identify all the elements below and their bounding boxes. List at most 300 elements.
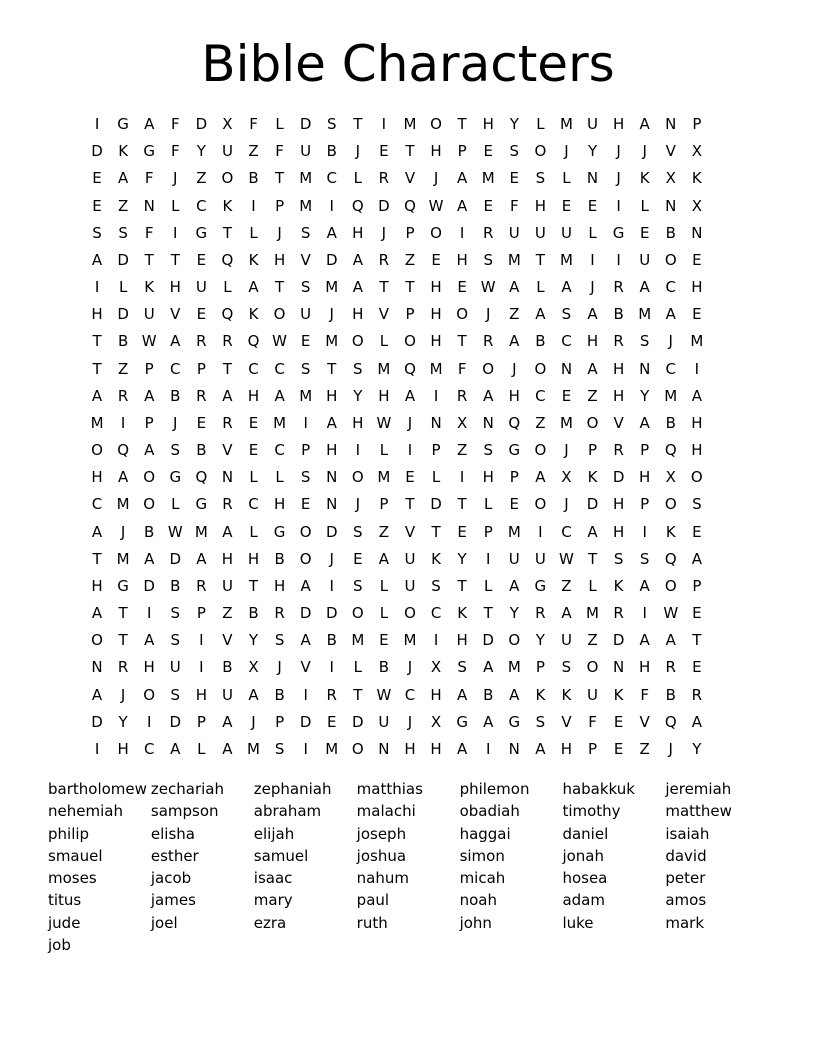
grid-letter: R	[326, 685, 337, 704]
grid-letter: U	[221, 685, 233, 704]
grid-letter: Z	[587, 386, 598, 405]
grid-letter: Q	[508, 413, 521, 432]
grid-letter: L	[640, 196, 649, 215]
grid-letter: E	[509, 495, 520, 514]
grid-letter: O	[351, 604, 364, 623]
grid-letter: A	[483, 658, 494, 677]
word-list-item: matthew	[665, 802, 732, 821]
grid-letter: I	[459, 223, 465, 242]
grid-letter: L	[118, 278, 128, 297]
grid-letter: A	[509, 278, 520, 297]
grid-letter: R	[456, 386, 468, 405]
grid-letter: E	[327, 712, 337, 731]
grid-letter: R	[482, 223, 494, 242]
grid-letter: V	[300, 658, 311, 677]
grid-letter: C	[274, 359, 285, 378]
grid-letter: E	[248, 441, 259, 460]
grid-letter: A	[457, 196, 468, 215]
grid-letter: K	[248, 305, 259, 324]
grid-letter: E	[300, 495, 311, 514]
grid-letter: I	[355, 441, 361, 460]
grid-letter: U	[221, 142, 233, 161]
grid-letter: R	[222, 332, 233, 351]
grid-letter: D	[482, 631, 494, 650]
grid-letter: I	[407, 441, 413, 460]
grid-letter: D	[325, 604, 338, 623]
grid-letter: M	[638, 305, 652, 324]
grid-letter: Y	[118, 712, 128, 731]
grid-letter: P	[196, 359, 206, 378]
grid-letter: R	[196, 386, 207, 405]
grid-letter: E	[457, 522, 467, 541]
grid-letter: P	[144, 413, 154, 432]
grid-letter: M	[194, 522, 208, 541]
grid-letter: S	[431, 576, 441, 595]
grid-letter: M	[299, 169, 313, 188]
grid-letter: E	[692, 305, 702, 324]
grid-letter: O	[351, 468, 364, 487]
grid-letter: E	[196, 413, 207, 432]
grid-letter: F	[588, 712, 597, 731]
grid-letter: B	[196, 441, 207, 460]
grid-letter: N	[508, 739, 520, 758]
grid-letter: H	[430, 739, 442, 758]
grid-letter: Y	[248, 631, 259, 650]
word-list-item: jacob	[150, 869, 192, 888]
grid-letter: L	[197, 739, 206, 758]
grid-letter: I	[199, 631, 204, 650]
grid-letter: K	[144, 278, 155, 297]
word-list-item: jonah	[562, 846, 605, 865]
word-list-item: adam	[562, 891, 605, 910]
grid-letter: A	[587, 305, 598, 324]
grid-letter: U	[587, 115, 599, 133]
word-list-item: matthias	[356, 780, 423, 798]
word-list-item: job	[48, 936, 71, 955]
grid-letter: X	[665, 169, 676, 188]
grid-letter: A	[144, 549, 155, 568]
grid-letter: O	[143, 495, 156, 514]
grid-letter: R	[665, 658, 676, 677]
grid-letter: B	[665, 223, 676, 242]
grid-letter: D	[612, 631, 625, 650]
grid-letter: S	[483, 441, 493, 460]
grid-letter: N	[560, 359, 573, 378]
grid-letter: Z	[535, 413, 546, 432]
grid-letter: T	[587, 549, 598, 568]
grid-letter: U	[221, 576, 233, 595]
grid-letter: K	[639, 169, 650, 188]
word-list-item: mary	[253, 891, 293, 910]
word-list-item: philemon	[459, 780, 530, 798]
word-list	[48, 778, 768, 956]
grid-letter: H	[352, 223, 364, 242]
grid-letter: W	[272, 332, 287, 351]
word-list-item: luke	[562, 913, 594, 932]
grid-letter: L	[536, 278, 545, 297]
grid-letter: B	[665, 413, 676, 432]
grid-letter: K	[665, 522, 676, 541]
grid-letter: J	[642, 142, 647, 161]
grid-letter: B	[665, 685, 676, 704]
grid-letter: E	[196, 250, 207, 269]
grid-letter: B	[248, 604, 259, 623]
grid-letter: O	[91, 631, 103, 650]
grid-letter: H	[352, 413, 364, 432]
grid-letter: H	[482, 115, 494, 133]
grid-letter: H	[91, 305, 103, 324]
grid-letter: P	[405, 223, 415, 242]
grid-letter: M	[351, 631, 365, 650]
grid-letter: H	[195, 685, 207, 704]
grid-letter: O	[534, 495, 547, 514]
grid-letter: R	[482, 332, 494, 351]
grid-letter: E	[561, 196, 572, 215]
grid-letter: I	[94, 739, 100, 758]
grid-letter: R	[117, 658, 129, 677]
grid-letter: B	[144, 522, 155, 541]
grid-letter: H	[430, 278, 442, 297]
grid-letter: I	[303, 685, 308, 704]
grid-letter: C	[665, 359, 676, 378]
grid-letter: A	[639, 278, 650, 297]
word-list-item: micah	[459, 869, 506, 888]
grid-letter: A	[509, 332, 520, 351]
grid-letter: L	[379, 576, 389, 595]
grid-letter: Q	[195, 468, 208, 487]
grid-letter: O	[143, 468, 156, 487]
grid-letter: D	[117, 250, 129, 269]
grid-letter: Q	[664, 712, 677, 731]
grid-letter: A	[483, 386, 494, 405]
grid-letter: A	[483, 712, 494, 731]
grid-letter: T	[353, 685, 363, 704]
grid-letter: A	[457, 169, 468, 188]
grid-letter: R	[613, 278, 624, 297]
grid-letter: A	[691, 549, 702, 568]
word-list-item: nahum	[356, 869, 409, 888]
grid-letter: S	[353, 522, 363, 541]
grid-letter: Y	[640, 386, 650, 405]
grid-letter: I	[642, 522, 647, 541]
word-list-item: esther	[150, 846, 199, 865]
grid-letter: A	[144, 386, 155, 405]
grid-letter: S	[613, 549, 624, 568]
grid-letter: P	[588, 441, 598, 460]
grid-letter: R	[378, 250, 390, 269]
grid-letter: I	[146, 604, 152, 623]
grid-letter: G	[195, 495, 208, 514]
grid-letter: A	[326, 413, 337, 432]
grid-letter: F	[509, 196, 519, 215]
grid-letter: O	[404, 332, 416, 351]
grid-letter: I	[146, 712, 152, 731]
grid-letter: H	[221, 549, 234, 568]
grid-letter: G	[612, 223, 625, 242]
grid-letter: J	[590, 278, 595, 297]
grid-letter: A	[222, 386, 233, 405]
grid-letter: T	[327, 359, 337, 378]
grid-letter: A	[248, 278, 259, 297]
grid-letter: A	[457, 739, 468, 758]
grid-letter: M	[403, 631, 417, 650]
grid-letter: B	[222, 658, 233, 677]
grid-letter: T	[535, 250, 545, 269]
grid-letter: U	[508, 223, 520, 242]
grid-letter: A	[91, 522, 103, 541]
grid-letter: H	[691, 278, 703, 297]
grid-letter: A	[639, 576, 650, 595]
grid-letter: A	[509, 685, 520, 704]
grid-letter: H	[534, 196, 546, 215]
grid-letter: Z	[639, 739, 650, 758]
grid-letter: E	[561, 386, 572, 405]
grid-letter: E	[248, 413, 259, 432]
grid-letter: E	[457, 278, 467, 297]
word-list-item: samuel	[253, 846, 309, 865]
grid-letter: H	[247, 386, 260, 405]
grid-letter: M	[690, 332, 704, 351]
grid-letter: J	[277, 658, 282, 677]
grid-letter: L	[379, 604, 389, 623]
grid-letter: H	[273, 576, 286, 595]
grid-letter: G	[195, 223, 208, 242]
grid-letter: P	[301, 441, 311, 460]
grid-letter: O	[299, 522, 312, 541]
grid-letter: V	[378, 305, 390, 324]
word-list-item: nehemiah	[48, 802, 123, 821]
grid-letter: R	[117, 386, 129, 405]
grid-letter: L	[275, 468, 284, 487]
grid-letter: P	[535, 658, 545, 677]
grid-letter: S	[118, 223, 128, 242]
grid-letter: J	[433, 169, 439, 188]
grid-letter: M	[559, 250, 573, 269]
grid-letter: T	[144, 250, 154, 269]
grid-letter: X	[222, 115, 233, 133]
grid-letter: J	[616, 142, 621, 161]
grid-letter: L	[379, 441, 389, 460]
grid-letter: H	[404, 739, 416, 758]
grid-letter: J	[407, 658, 413, 677]
grid-letter: H	[612, 115, 625, 133]
grid-letter: F	[170, 115, 180, 133]
grid-letter: L	[562, 169, 571, 188]
grid-letter: N	[91, 658, 103, 677]
grid-letter: M	[325, 332, 339, 351]
grid-letter: S	[561, 658, 572, 677]
grid-letter: K	[613, 685, 624, 704]
grid-letter: J	[355, 142, 361, 161]
grid-letter: L	[353, 169, 362, 188]
grid-letter: P	[431, 441, 441, 460]
grid-letter: L	[223, 278, 232, 297]
grid-letter: M	[559, 115, 573, 133]
grid-letter: A	[639, 631, 650, 650]
grid-letter: L	[484, 576, 493, 595]
word-list-item: philip	[48, 824, 90, 843]
grid-letter: A	[248, 685, 259, 704]
grid-letter: G	[117, 576, 129, 595]
grid-letter: Q	[404, 359, 416, 378]
grid-letter: A	[639, 413, 650, 432]
grid-letter: C	[91, 495, 103, 514]
grid-letter: E	[639, 223, 650, 242]
grid-letter: F	[640, 685, 649, 704]
grid-letter: F	[170, 142, 180, 161]
grid-letter: M	[377, 359, 391, 378]
grid-letter: T	[431, 522, 441, 541]
grid-letter: H	[91, 468, 103, 487]
grid-letter: O	[534, 441, 547, 460]
grid-letter: A	[222, 739, 233, 758]
grid-letter: S	[170, 604, 181, 623]
grid-letter: A	[535, 739, 546, 758]
grid-letter: R	[691, 685, 703, 704]
grid-letter: A	[665, 631, 676, 650]
grid-letter: C	[143, 739, 155, 758]
grid-letter: J	[564, 495, 569, 514]
grid-letter: H	[247, 549, 260, 568]
word-list-item: joel	[150, 913, 178, 932]
grid-letter: N	[612, 658, 625, 677]
grid-letter: H	[639, 658, 651, 677]
grid-letter: L	[171, 495, 180, 514]
grid-letter: E	[483, 196, 493, 215]
grid-letter: A	[117, 169, 129, 188]
grid-letter: F	[144, 169, 154, 188]
grid-letter: G	[143, 142, 155, 161]
grid-letter: U	[169, 658, 181, 677]
grid-letter: Y	[587, 142, 598, 161]
grid-letter: W	[480, 278, 496, 297]
grid-letter: A	[639, 115, 650, 133]
grid-letter: C	[248, 359, 259, 378]
grid-letter: Z	[587, 631, 598, 650]
grid-letter: I	[433, 386, 439, 405]
grid-letter: A	[378, 549, 390, 568]
word-list-item: obadiah	[459, 802, 520, 821]
grid-letter: H	[612, 386, 625, 405]
grid-letter: H	[456, 250, 468, 269]
grid-letter: Q	[664, 549, 677, 568]
grid-letter: B	[274, 685, 285, 704]
grid-letter: O	[508, 631, 521, 650]
grid-letter: S	[300, 468, 311, 487]
grid-letter: L	[275, 115, 284, 133]
grid-letter: A	[91, 250, 103, 269]
grid-letter: H	[691, 441, 703, 460]
grid-letter: E	[613, 712, 624, 731]
word-list-item: ezra	[253, 913, 287, 932]
grid-letter: B	[248, 169, 259, 188]
grid-letter: T	[170, 250, 180, 269]
grid-letter: B	[326, 142, 337, 161]
grid-letter: D	[430, 495, 442, 514]
grid-letter: H	[326, 386, 338, 405]
grid-letter: V	[222, 631, 233, 650]
grid-letter: S	[639, 549, 650, 568]
grid-letter: D	[169, 549, 182, 568]
word-list-item: joshua	[356, 846, 407, 865]
grid-letter: N	[665, 115, 677, 133]
grid-letter: S	[170, 631, 181, 650]
grid-letter: S	[274, 631, 285, 650]
grid-letter: E	[613, 739, 624, 758]
grid-letter: C	[561, 522, 572, 541]
grid-letter: C	[326, 169, 337, 188]
grid-letter: A	[222, 712, 233, 731]
grid-letter: A	[196, 549, 207, 568]
grid-letter: S	[300, 278, 311, 297]
grid-letter: N	[221, 468, 234, 487]
grid-letter: A	[91, 386, 103, 405]
grid-letter: U	[195, 278, 207, 297]
grid-letter: V	[170, 305, 181, 324]
grid-letter: A	[561, 604, 572, 623]
grid-letter: H	[612, 359, 625, 378]
grid-letter: J	[251, 712, 256, 731]
grid-letter: T	[248, 576, 259, 595]
grid-letter: L	[249, 468, 258, 487]
word-list-item: abraham	[253, 802, 322, 821]
grid-letter: V	[404, 522, 416, 541]
grid-letter: I	[251, 196, 256, 215]
grid-letter: Q	[117, 441, 130, 460]
grid-letter: I	[590, 250, 595, 269]
grid-letter: P	[196, 604, 206, 623]
grid-letter: M	[116, 549, 130, 568]
grid-letter: P	[692, 115, 702, 133]
grid-letter: J	[668, 739, 673, 758]
grid-letter: D	[325, 250, 338, 269]
grid-letter: L	[353, 658, 362, 677]
grid-letter: C	[170, 359, 181, 378]
grid-letter: I	[616, 250, 621, 269]
grid-letter: R	[613, 604, 624, 623]
grid-letter: O	[143, 685, 156, 704]
grid-letter: P	[509, 468, 519, 487]
grid-letter: C	[274, 441, 285, 460]
grid-letter: M	[325, 278, 339, 297]
grid-letter: O	[91, 441, 103, 460]
grid-letter: X	[561, 468, 572, 487]
grid-letter: L	[588, 223, 597, 242]
grid-letter: X	[665, 468, 676, 487]
grid-letter: A	[144, 441, 155, 460]
grid-letter: S	[326, 115, 337, 133]
grid-letter: N	[378, 739, 390, 758]
grid-letter: O	[430, 115, 442, 133]
grid-letter: C	[535, 386, 546, 405]
grid-letter: U	[534, 223, 546, 242]
grid-letter: O	[430, 223, 442, 242]
word-list-item: haggai	[459, 824, 511, 843]
grid-letter: P	[640, 441, 650, 460]
grid-letter: U	[560, 631, 572, 650]
word-list-item: peter	[665, 869, 706, 888]
grid-letter: Q	[664, 441, 677, 460]
grid-letter: Z	[404, 250, 416, 269]
grid-letter: V	[222, 441, 233, 460]
grid-letter: E	[483, 142, 493, 161]
grid-letter: M	[507, 522, 521, 541]
grid-letter: N	[586, 169, 599, 188]
word-list-item: smauel	[48, 846, 103, 865]
grid-letter: K	[431, 549, 441, 568]
grid-letter: J	[407, 712, 413, 731]
grid-letter: A	[561, 278, 572, 297]
